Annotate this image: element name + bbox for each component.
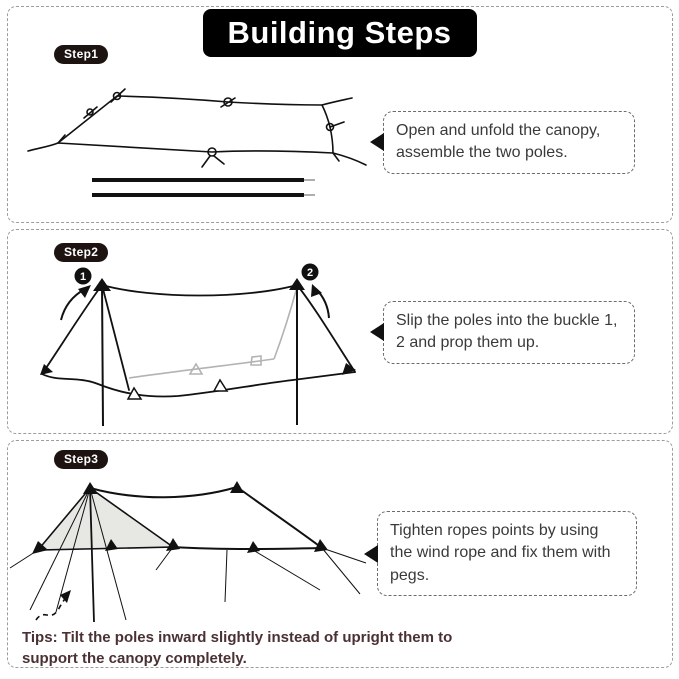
step3-badge: Step3 [54,450,108,469]
step2-callout-line2: 2 and prop them up. [396,334,540,352]
canopy-unfolded-outline [28,89,366,167]
tips-line2: support the canopy completely. [22,650,247,667]
buckle-1-number: 1 [79,271,87,283]
step1-callout-line2: assemble the two poles. [396,144,568,162]
step3-callout-line3: pegs. [390,566,430,584]
buckle-2-number: 2 [306,267,314,279]
callout-left-arrow-icon [370,133,384,151]
step3-callout [377,511,637,596]
buckle-marker-1 [61,268,92,321]
page-title-label: Building Steps [227,15,452,50]
support-poles [102,283,297,426]
tilt-direction-arrow [36,590,71,620]
step2-callout-line1: Slip the poles into the buckle 1, [396,312,618,329]
step1-callout [383,111,635,174]
tips-line1: Tips: Tilt the poles inward slightly instead of upright them to [22,629,453,646]
page-title [203,9,477,57]
step3-illustration [8,470,372,628]
canopy-back-edge-gray [129,287,297,378]
canopy-front-outline [42,285,355,397]
tips-note [22,627,472,669]
step1-callout-line1: Open and unfold the canopy, [396,122,601,139]
step2-callout [383,301,635,364]
callout-left-arrow-icon [364,545,378,563]
step3-callout-line2: the wind rope and fix them with [390,544,611,562]
step2-illustration [28,258,382,430]
callout-left-arrow-icon [370,323,384,341]
step1-illustration [18,68,370,214]
step3-callout-line1: Tighten ropes points by using [390,522,599,539]
step2-badge: Step2 [54,243,108,262]
two-folded-poles [92,180,315,195]
step1-badge: Step1 [54,45,108,64]
